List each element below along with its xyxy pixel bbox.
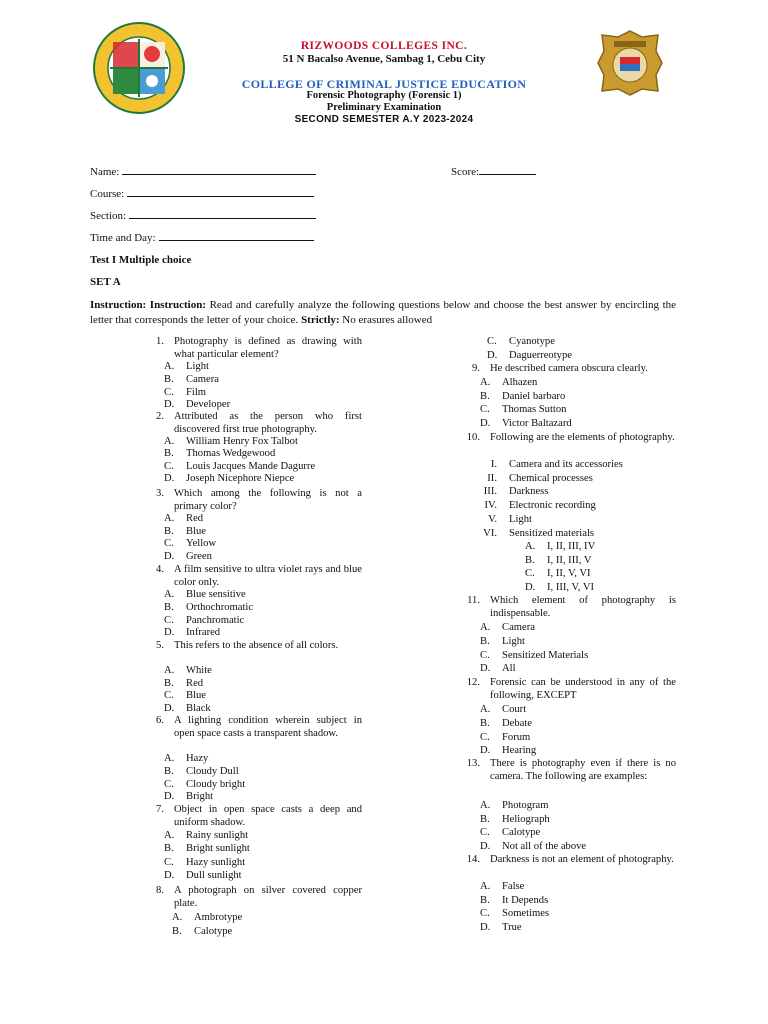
question-3 xyxy=(156,488,362,514)
answer-option[interactable] xyxy=(164,614,245,626)
name-field[interactable] xyxy=(90,165,316,178)
answer-option[interactable] xyxy=(164,765,239,777)
option-letter: A. xyxy=(480,800,491,811)
question-number: 8. xyxy=(156,885,164,896)
option-text: Panchromatic xyxy=(186,614,245,626)
option-text: William Henry Fox Talbot xyxy=(186,436,298,447)
option-letter: A. xyxy=(172,912,183,923)
name-label: Name: xyxy=(90,166,120,178)
answer-option[interactable] xyxy=(164,525,207,537)
question-number: 4. xyxy=(156,564,164,575)
option-text: Film xyxy=(186,386,207,398)
school-name: RIZWOODS COLLEGES INC. xyxy=(300,40,468,52)
option-letter: B. xyxy=(164,765,174,777)
option-text: Ambrotype xyxy=(194,912,243,923)
option-text: Camera xyxy=(186,373,219,385)
question-7 xyxy=(156,804,362,830)
answer-option[interactable] xyxy=(525,541,596,552)
option-letter: A. xyxy=(480,622,491,633)
question-number: 6. xyxy=(156,715,164,726)
statement-numeral: III. xyxy=(483,486,497,498)
answer-option[interactable] xyxy=(480,717,532,729)
option-text: All xyxy=(502,663,516,675)
option-text: Blue xyxy=(186,525,207,537)
statement-text: Electronic recording xyxy=(509,500,596,512)
exam-title: Preliminary Examination xyxy=(326,102,442,113)
option-letter: C. xyxy=(480,827,490,839)
time-day-field[interactable] xyxy=(90,231,314,244)
option-text: Blue xyxy=(186,690,207,702)
answer-option[interactable] xyxy=(164,690,207,702)
course-field[interactable] xyxy=(90,187,314,200)
option-text: Rainy sunlight xyxy=(186,830,249,841)
statement-text: Sensitized materials xyxy=(509,527,595,539)
answer-option[interactable] xyxy=(480,894,549,906)
statement-item xyxy=(490,459,623,470)
statement-item xyxy=(488,513,532,525)
option-text: It Depends xyxy=(502,894,549,906)
option-text: Developer xyxy=(186,399,231,411)
question-text: A photograph on silver covered copper plate. xyxy=(174,885,362,909)
option-letter: A. xyxy=(164,361,175,372)
option-letter: B. xyxy=(172,926,182,938)
question-text: Following are the elements of photography. xyxy=(490,432,675,443)
option-text: Bright sunlight xyxy=(186,843,250,855)
answer-option[interactable] xyxy=(480,800,549,811)
answer-option[interactable] xyxy=(164,791,214,803)
option-letter: D. xyxy=(525,582,536,594)
option-letter: C. xyxy=(164,386,174,398)
answer-option[interactable] xyxy=(480,813,550,825)
option-letter: B. xyxy=(480,390,490,402)
option-letter: D. xyxy=(164,550,175,562)
option-text: Forum xyxy=(502,731,531,743)
question-8 xyxy=(156,885,362,911)
question-text: Attributed as the person who first discovered first true photography. xyxy=(174,411,362,435)
school-seal-logo xyxy=(93,22,185,114)
option-text: Blue sensitive xyxy=(186,589,246,600)
option-letter: A. xyxy=(164,830,175,841)
question-12 xyxy=(466,677,676,703)
question-number: 7. xyxy=(156,804,164,815)
question-text: This refers to the absence of all colors. xyxy=(174,640,339,651)
option-text: False xyxy=(502,881,525,892)
semester-label: SECOND SEMESTER A.Y 2023-2024 xyxy=(294,114,474,125)
option-letter: C. xyxy=(164,690,174,702)
answer-option[interactable] xyxy=(164,843,250,855)
answer-option[interactable] xyxy=(164,473,295,485)
answer-option[interactable] xyxy=(480,881,525,892)
option-letter: D. xyxy=(164,627,175,639)
answer-option[interactable] xyxy=(480,827,541,839)
option-letter: D. xyxy=(164,791,175,803)
option-letter: A. xyxy=(164,513,175,524)
option-text: Sensitized Materials xyxy=(502,649,589,661)
answer-option[interactable] xyxy=(164,869,242,881)
answer-option[interactable] xyxy=(164,601,254,613)
question-number: 1. xyxy=(156,336,164,347)
option-text: Light xyxy=(502,635,525,647)
question-text: Darkness is not an element of photography. xyxy=(490,854,674,865)
question-text: A lighting condition wherein subject in open space casts a transparent shadow. xyxy=(174,715,362,739)
question-4 xyxy=(156,564,362,590)
answer-option[interactable] xyxy=(525,582,595,594)
question-text: Which element of photography is indispensable. xyxy=(490,595,676,619)
question-10 xyxy=(466,432,676,445)
option-text: Victor Baltazard xyxy=(502,417,572,429)
question-number: 10. xyxy=(466,432,480,443)
option-letter: B. xyxy=(480,894,490,906)
option-text: Calotype xyxy=(194,926,233,938)
answer-option[interactable] xyxy=(480,417,572,429)
test-title: Test I Multiple choice xyxy=(90,254,192,266)
question-number: 13. xyxy=(466,758,480,769)
option-text: Louis Jacques Mande Dagurre xyxy=(186,460,316,472)
option-letter: D. xyxy=(487,350,498,362)
question-number: 9. xyxy=(472,363,480,374)
answer-option[interactable] xyxy=(164,627,221,639)
option-text: Photogram xyxy=(502,800,549,811)
answer-option[interactable] xyxy=(480,704,527,715)
option-letter: C. xyxy=(164,856,174,868)
question-number: 14. xyxy=(466,854,480,865)
question-6 xyxy=(156,715,362,741)
option-text: True xyxy=(502,921,522,933)
option-letter: D. xyxy=(480,745,491,757)
question-number: 12. xyxy=(466,677,480,688)
answer-option[interactable] xyxy=(164,830,249,841)
option-letter: C. xyxy=(164,538,174,550)
option-text: Cloudy Dull xyxy=(186,765,239,777)
option-text: Not all of the above xyxy=(502,840,587,852)
option-text: Bright xyxy=(186,791,214,803)
answer-option[interactable] xyxy=(480,635,525,647)
option-letter: A. xyxy=(164,753,175,764)
option-text: Hazy sunlight xyxy=(186,856,246,868)
answer-option[interactable] xyxy=(164,399,231,411)
instruction-text: Read and carefully analyze the following questions below and choose the best answer by encircling the letter that corresponds the letter of your choice. xyxy=(90,299,677,326)
answer-option[interactable] xyxy=(164,753,209,764)
option-text: Orthochromatic xyxy=(186,601,254,613)
option-letter: D. xyxy=(164,702,175,714)
option-letter: D. xyxy=(480,663,491,675)
question-14 xyxy=(466,854,676,867)
strict-text: No erasures allowed xyxy=(342,314,433,326)
option-text: Black xyxy=(186,702,211,714)
answer-option[interactable] xyxy=(480,377,538,388)
option-letter: B. xyxy=(164,843,174,855)
answer-option[interactable] xyxy=(487,336,555,347)
answer-option[interactable] xyxy=(487,350,572,362)
option-letter: B. xyxy=(525,554,535,566)
option-letter: C. xyxy=(487,336,497,347)
option-text: I, II, III, IV xyxy=(547,541,596,552)
question-number: 3. xyxy=(156,488,164,499)
option-letter: C. xyxy=(480,404,490,416)
college-name: COLLEGE OF CRIMINAL JUSTICE EDUCATION xyxy=(241,77,527,91)
option-letter: D. xyxy=(164,473,175,485)
time-day-label: Time and Day: xyxy=(90,232,156,244)
answer-option[interactable] xyxy=(525,554,592,566)
option-text: White xyxy=(186,665,212,676)
option-letter: A. xyxy=(164,665,175,676)
option-text: Joseph Nicephore Niepce xyxy=(186,473,295,485)
question-text: Which among the following is not a primary color? xyxy=(174,488,362,512)
option-letter: C. xyxy=(480,731,490,743)
answer-option[interactable] xyxy=(480,663,516,675)
option-text: Red xyxy=(186,677,204,689)
score-label: Score: xyxy=(451,166,480,178)
statement-numeral: IV. xyxy=(484,500,497,512)
answer-option[interactable] xyxy=(164,436,298,447)
statement-numeral: V. xyxy=(488,513,497,525)
answer-option[interactable] xyxy=(164,589,246,600)
question-5 xyxy=(156,640,362,653)
option-text: Court xyxy=(502,704,527,715)
option-letter: D. xyxy=(164,869,175,881)
option-text: Hazy xyxy=(186,753,209,764)
option-letter: B. xyxy=(480,635,490,647)
answer-option[interactable] xyxy=(480,745,537,757)
criminology-badge-logo xyxy=(596,29,664,97)
option-text: Alhazen xyxy=(502,377,538,388)
option-text: Hearing xyxy=(502,745,537,757)
option-letter: A. xyxy=(525,541,536,552)
option-text: I, II, V, VI xyxy=(547,568,591,580)
option-letter: B. xyxy=(164,601,174,613)
option-text: I, III, V, VI xyxy=(547,582,595,594)
option-text: Cloudy bright xyxy=(186,778,246,790)
option-letter: C. xyxy=(164,614,174,626)
option-text: Cyanotype xyxy=(509,336,555,347)
option-letter: D. xyxy=(480,417,491,429)
statement-item xyxy=(487,472,593,484)
statement-text: Light xyxy=(509,513,532,525)
answer-option[interactable] xyxy=(480,649,589,661)
answer-option[interactable] xyxy=(480,908,550,920)
option-text: Infrared xyxy=(186,627,221,639)
option-letter: C. xyxy=(480,908,490,920)
option-letter: B. xyxy=(164,448,174,460)
option-letter: B. xyxy=(164,525,174,537)
option-text: Heliograph xyxy=(502,813,550,825)
statement-numeral: II. xyxy=(487,472,497,484)
answer-option[interactable] xyxy=(164,538,217,550)
statement-numeral: VI. xyxy=(483,527,497,539)
statement-item xyxy=(483,527,595,539)
course-label: Course: xyxy=(90,188,125,200)
question-number: 5. xyxy=(156,640,164,651)
option-letter: A. xyxy=(480,377,491,388)
question-text: There is photography even if there is no camera. The following are examples: xyxy=(490,758,676,782)
option-letter: B. xyxy=(480,813,490,825)
answer-option[interactable] xyxy=(164,361,209,372)
question-text: Forensic can be understood in any of the following, EXCEPT xyxy=(490,677,676,701)
subject-title: Forensic Photography (Forensic 1) xyxy=(306,90,462,101)
answer-option[interactable] xyxy=(164,856,246,868)
option-text: Thomas Wedgewood xyxy=(186,448,276,460)
answer-option[interactable] xyxy=(172,912,243,923)
answer-option[interactable] xyxy=(164,550,212,562)
question-text: A film sensitive to ultra violet rays and blue color only. xyxy=(174,564,362,588)
option-letter: B. xyxy=(480,717,490,729)
option-letter: D. xyxy=(164,399,175,411)
answer-option[interactable] xyxy=(480,390,566,402)
answer-option[interactable] xyxy=(164,513,204,524)
question-number: 11. xyxy=(467,595,480,606)
answer-option[interactable] xyxy=(164,778,246,790)
option-letter: D. xyxy=(480,840,491,852)
option-text: Yellow xyxy=(186,538,217,550)
answer-option[interactable] xyxy=(164,448,276,460)
school-address: 51 N Bacalso Avenue, Sambag 1, Cebu City xyxy=(282,53,486,65)
statement-item xyxy=(483,486,549,498)
score-field[interactable] xyxy=(451,165,536,178)
option-letter: C. xyxy=(480,649,490,661)
answer-option[interactable] xyxy=(480,731,531,743)
answer-option[interactable] xyxy=(164,702,211,714)
section-label: Section: xyxy=(90,210,127,222)
question-1 xyxy=(156,336,362,362)
option-text: Daguerreotype xyxy=(509,350,572,362)
option-text: Debate xyxy=(502,717,532,729)
option-text: Dull sunlight xyxy=(186,869,242,881)
statement-numeral: I. xyxy=(490,459,497,470)
option-text: Camera xyxy=(502,622,535,633)
option-text: Daniel barbaro xyxy=(502,390,566,402)
instruction-paragraph xyxy=(90,298,676,328)
option-letter: B. xyxy=(164,373,174,385)
option-letter: C. xyxy=(164,460,174,472)
answer-option[interactable] xyxy=(164,677,204,689)
option-text: Red xyxy=(186,513,204,524)
option-letter: A. xyxy=(164,589,175,600)
option-text: Green xyxy=(186,550,212,562)
option-text: I, II, III, V xyxy=(547,554,592,566)
answer-option[interactable] xyxy=(164,460,316,472)
question-number: 2. xyxy=(156,411,164,422)
answer-option[interactable] xyxy=(525,568,591,580)
option-text: Thomas Sutton xyxy=(502,404,567,416)
answer-option[interactable] xyxy=(172,926,233,938)
instruction-label: Instruction: Instruction: xyxy=(90,299,207,311)
strict-label: Strictly: xyxy=(301,314,340,326)
answer-option[interactable] xyxy=(164,386,207,398)
option-letter: D. xyxy=(480,921,491,933)
statement-text: Camera and its accessories xyxy=(509,459,623,470)
answer-option[interactable] xyxy=(480,404,567,416)
option-text: Calotype xyxy=(502,827,541,839)
option-letter: A. xyxy=(480,704,491,715)
option-text: Light xyxy=(186,361,209,372)
question-text: He described camera obscura clearly. xyxy=(490,363,648,374)
section-field[interactable] xyxy=(90,209,316,222)
option-letter: B. xyxy=(164,677,174,689)
question-13 xyxy=(466,758,676,784)
statement-text: Darkness xyxy=(509,486,549,498)
question-9 xyxy=(472,363,676,376)
option-letter: C. xyxy=(164,778,174,790)
option-letter: A. xyxy=(480,881,491,892)
statement-item xyxy=(484,500,596,512)
option-letter: A. xyxy=(164,436,175,447)
answer-option[interactable] xyxy=(164,373,219,385)
answer-option[interactable] xyxy=(480,921,522,933)
option-letter: C. xyxy=(525,568,535,580)
question-11 xyxy=(467,595,676,621)
question-text: Photography is defined as drawing with what particular element? xyxy=(174,336,362,360)
answer-option[interactable] xyxy=(480,622,535,633)
statement-text: Chemical processes xyxy=(509,472,593,484)
question-2 xyxy=(156,411,362,437)
answer-option[interactable] xyxy=(164,665,212,676)
question-text: Object in open space casts a deep and uniform shadow. xyxy=(174,804,362,828)
set-title: SET A xyxy=(90,276,121,288)
option-text: Sometimes xyxy=(502,908,550,920)
answer-option[interactable] xyxy=(480,840,587,852)
